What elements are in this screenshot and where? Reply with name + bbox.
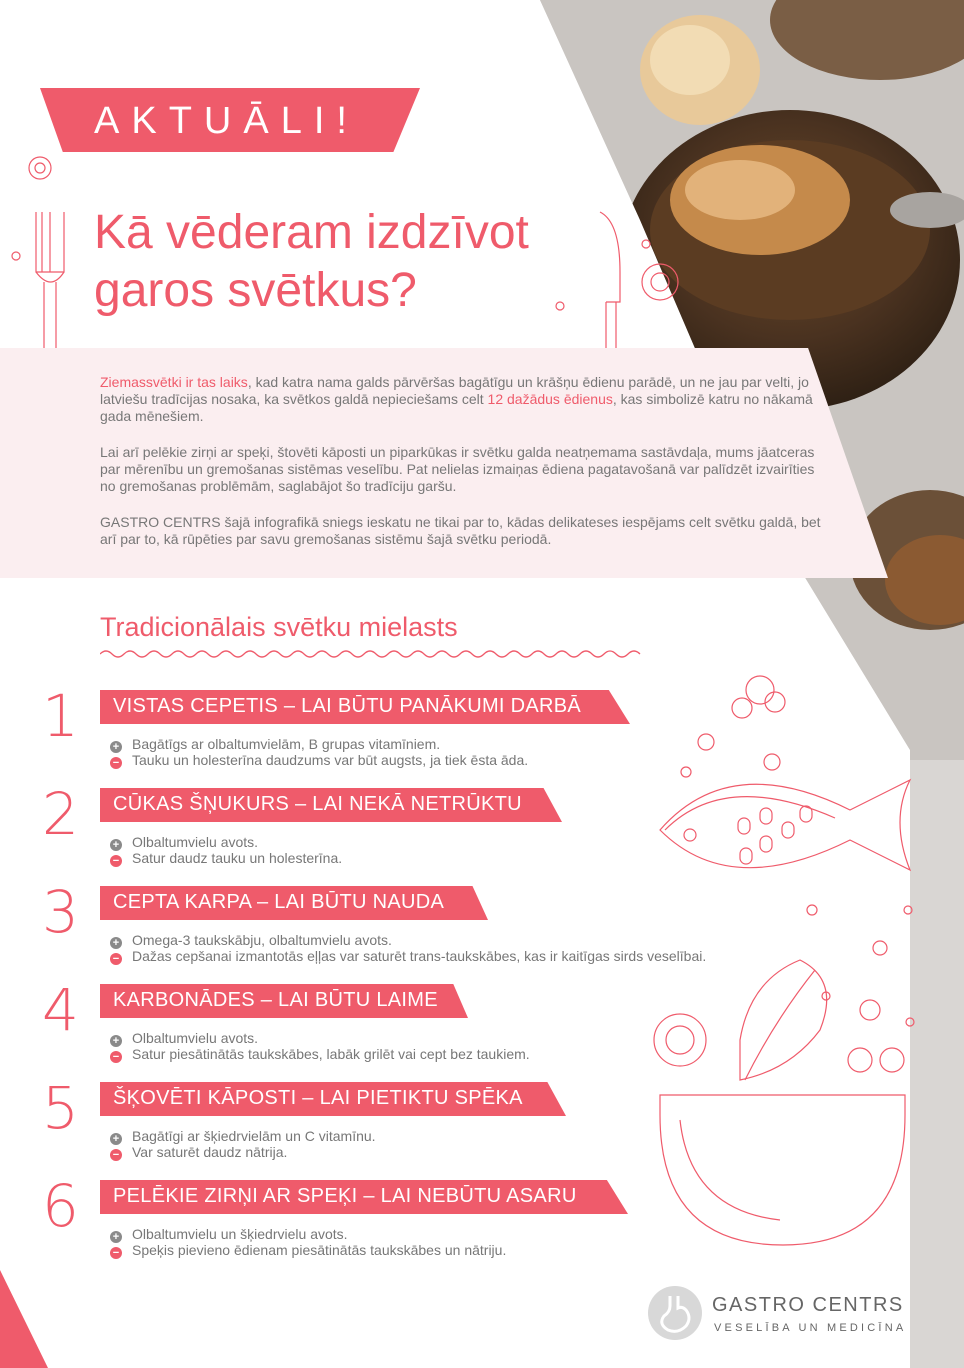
item-number: 4 [42, 976, 79, 1044]
list-item [0, 682, 964, 788]
item-title: KARBONĀDES – LAI BŪTU LAIME [113, 989, 438, 1011]
item-pro-text: Olbaltumvielu avots. [132, 1030, 259, 1046]
minus-icon: − [110, 1051, 122, 1063]
item-title: CEPTA KARPA – LAI BŪTU NAUDA [113, 891, 445, 913]
plus-icon: + [110, 1133, 122, 1145]
item-title: PELĒKIE ZIRŅI AR SPEĶI – LAI NEBŪTU ASARU [113, 1185, 577, 1207]
item-pro [110, 932, 392, 949]
item-number: 6 [42, 1172, 79, 1240]
plus-icon: + [110, 1035, 122, 1047]
section-title: Tradicionālais svētku mielasts [100, 612, 458, 642]
item-number: 5 [42, 1074, 79, 1142]
item-title: VISTAS CEPETIS – LAI BŪTU PANĀKUMI DARBĀ [113, 695, 582, 717]
item-title: CŪKAS ŠŅUKURS – LAI NEKĀ NETRŪKTU [113, 793, 522, 815]
item-pro [110, 1226, 348, 1243]
item-title: ŠĶOVĒTI KĀPOSTI – LAI PIETIKTU SPĒKA [113, 1087, 523, 1109]
item-pro [110, 736, 440, 753]
item-con [110, 948, 706, 965]
list-item [0, 1172, 964, 1278]
logo-name: GASTRO CENTRS [712, 1294, 904, 1316]
gastro-centrs-logo [648, 1286, 928, 1346]
intro-paragraph-2: Lai arī pelēkie zirņi ar speķi, štovēti kāposti un piparkūkas ir svētku galda neatņemama sastāvdaļa, mums jāatceras par mērenību un gremošanas sistēmas veselību. Pat nelielas izmaiņas ēdiena pagatavošanā var palīdzēt izvairīties no gremošanas problēmām, saglabājot šo tradīciju garšu. [100, 444, 815, 494]
item-pro-text: Bagātīgs ar olbaltumvielām, B grupas vitamīniem. [132, 736, 441, 752]
list-item [0, 780, 964, 886]
list-item [0, 976, 964, 1082]
item-con-text: Dažas cepšanai izmantotās eļļas var saturēt trans-taukskābes, kas ir kaitīgas sirds veselībai. [132, 948, 707, 964]
aktuali-label: AKTUĀLI! [94, 100, 359, 142]
item-con [110, 1046, 530, 1063]
list-item [0, 1074, 964, 1180]
item-pro-text: Olbaltumvielu avots. [132, 834, 259, 850]
item-con [110, 752, 528, 769]
intro-paragraph-3: GASTRO CENTRS šajā infografikā sniegs ieskatu ne tikai par to, kādas delikateses iespējams celt svētku galdā, bet arī par to, kā rūpēties par savu gremošanas sistēmu šajā svētku periodā. [100, 514, 821, 547]
item-con-text: Var saturēt daudz nātrija. [132, 1144, 288, 1160]
item-pro [110, 1030, 258, 1047]
item-con [110, 850, 342, 867]
minus-icon: − [110, 855, 122, 867]
item-con [110, 1242, 506, 1259]
item-con-text: Satur piesātinātās taukskābes, labāk grilēt vai cept bez taukiem. [132, 1046, 530, 1062]
page-title [94, 204, 654, 320]
item-con-text: Satur daudz tauku un holesterīna. [132, 850, 343, 866]
plus-icon: + [110, 937, 122, 949]
item-number: 1 [42, 682, 79, 750]
item-pro [110, 1128, 376, 1145]
minus-icon: − [110, 1149, 122, 1161]
item-con-text: Speķis pievieno ēdienam piesātinātās taukskābes un nātriju. [132, 1242, 507, 1258]
plus-icon: + [110, 839, 122, 851]
list-item [0, 878, 964, 984]
item-pro [110, 834, 258, 851]
intro-text-b: , kas simbolizē katru no nākamā gada mēnešiem. [100, 391, 813, 424]
intro-paragraph-1 [100, 374, 830, 425]
intro-text [100, 374, 830, 567]
intro-highlight-2: 12 dažādus ēdienus [487, 391, 613, 407]
title-line-2: garos svētkus? [94, 264, 417, 317]
item-pro-text: Omega-3 taukskābju, olbaltumvielu avots. [132, 932, 392, 948]
plus-icon: + [110, 1231, 122, 1243]
item-number: 2 [42, 780, 79, 848]
item-number: 3 [42, 878, 79, 946]
item-pro-text: Bagātīgi ar šķiedrvielām un C vitamīnu. [132, 1128, 376, 1144]
minus-icon: − [110, 953, 122, 965]
intro-highlight: Ziemassvētki ir tas laiks [100, 374, 248, 390]
intro-text-a: , kad katra nama galds pārvēršas bagātīgu un krāšņu ēdienu parādē, un ne jau par velti, jo latviešu tradīcijas nosaka, ka svētkos galdā nepieciešams celt [100, 374, 809, 407]
item-con [110, 1144, 287, 1161]
stomach-icon [648, 1286, 702, 1340]
minus-icon: − [110, 1247, 122, 1259]
minus-icon: − [110, 757, 122, 769]
title-line-1: Kā vēderam izdzīvot [94, 206, 529, 259]
logo-tagline: VESELĪBA UN MEDICĪNA [714, 1322, 907, 1334]
item-con-text: Tauku un holesterīna daudzums var būt augsts, ja tiek ēsta āda. [132, 752, 529, 768]
item-pro-text: Olbaltumvielu un šķiedrvielu avots. [132, 1226, 348, 1242]
plus-icon: + [110, 741, 122, 753]
wave-divider [100, 648, 648, 660]
